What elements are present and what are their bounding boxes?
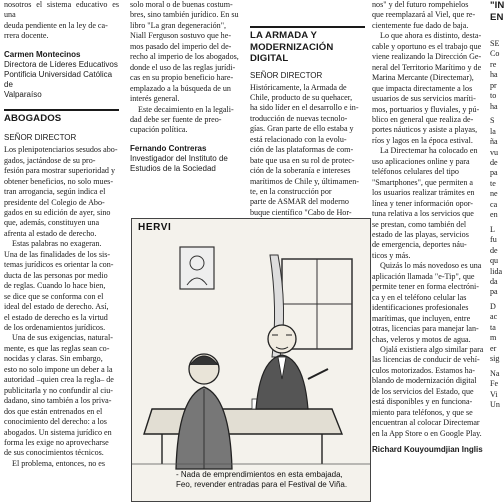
text-line: sig: [490, 354, 500, 364]
text-line: de: [490, 245, 498, 255]
cartoon-author: HERVI: [138, 222, 172, 233]
text-line: miento para teléfonos, y que se: [372, 407, 473, 417]
text-line: tran arrogancia, según indica el: [4, 187, 106, 197]
text-line: los usuarios realizar trámites en: [372, 188, 475, 198]
salutation: SEÑOR DIRECTOR: [4, 133, 77, 143]
text-line: dad debe ser fuente de preo-: [130, 114, 222, 124]
text-line: Ojalá existiera algo similar para: [380, 344, 484, 354]
column-1: [4, 0, 119, 469]
text-line: Lo que ahora es distinto, desta-: [380, 31, 482, 41]
text-line: bres, sino también jurídico. En su: [130, 10, 239, 20]
signature-block: [130, 144, 244, 174]
column-5-partial: [490, 0, 504, 410]
text-line: ticos y más.: [372, 250, 411, 260]
text-line: en: [490, 210, 498, 220]
caption-line: Feo, revender entradas para el Festival de Viña.: [176, 479, 348, 489]
intro-paragraph: [4, 0, 119, 42]
text-line: otras, licencias para manejar lan-: [372, 324, 479, 334]
text-line: nos" y del futuro rompehielos: [372, 0, 469, 9]
text-line: fesión para mostrar superioridad y: [4, 166, 116, 176]
text-line: m: [490, 333, 497, 343]
salutation: SEÑOR DIRECTOR: [250, 70, 323, 80]
text-line: de emergencia, deportes náu-: [372, 240, 467, 250]
text-line: forma les exige no aprovecharse: [4, 438, 109, 447]
signature-name: Carmen Montecinos: [4, 49, 81, 59]
text-line: está disponibles y en funciona-: [372, 397, 473, 407]
text-line: gados, jactándose de su pro-: [4, 155, 96, 165]
text-line: D: [490, 301, 496, 311]
text-line: ción de la soberanía e intereses: [250, 166, 351, 176]
text-line: viene realizando la Dirección Ge-: [372, 52, 482, 62]
caption-line: - Nada de emprendimientos en esta embajada,: [176, 470, 343, 479]
text-line: identificaciones profesionales: [372, 303, 469, 313]
text-line: La Directemar ha colocado en: [380, 146, 478, 156]
text-line: ca: [490, 199, 498, 209]
text-line: mente, es que las reglas sean co-: [4, 343, 110, 353]
text-line: Estas palabras no exageran.: [12, 239, 102, 249]
letter-title: LA ARMADA Y: [250, 30, 318, 41]
text-line: qu: [490, 256, 499, 266]
letter-title: ABOGADOS: [4, 112, 62, 124]
text-line: recho al imperio de los abogados,: [130, 52, 239, 62]
text-line: estado de las playas, servicios: [372, 229, 469, 239]
text-line: en la App Store o en Google Play.: [372, 428, 482, 438]
text-line: nosotros el sistema educativo es una: [4, 0, 119, 20]
text-line: ca y en el teléfono celular las: [372, 292, 467, 302]
text-line: las licencias de conducir de vehí-: [372, 355, 480, 365]
text-line: L: [490, 224, 495, 234]
paragraph: [4, 239, 119, 333]
text-line: culos motorizados. Estamos ha-: [372, 365, 475, 375]
text-line: neral del Territorio Marítimo y de: [372, 62, 482, 72]
text-line: da: [490, 276, 498, 286]
text-line: Un: [490, 399, 500, 409]
text-line: temas jurídicos es orientar la con-: [4, 260, 114, 270]
text-line: "Smartphones", que permiten a: [372, 177, 474, 187]
text-line: te, en la construcción por: [250, 187, 332, 197]
text-line: ideal del estado de derecho. Así,: [4, 302, 109, 312]
letter-title: "IN: [490, 0, 504, 11]
text-line: está relacionado con la evolu-: [250, 134, 347, 144]
text-line: mos pasado del imperio del de-: [130, 41, 232, 51]
section-rule: [250, 26, 365, 28]
paragraph: [4, 459, 119, 469]
text-line: emplazado a la búsqueda de un: [130, 83, 231, 93]
signature-role: Estudios de la Sociedad: [130, 163, 216, 173]
text-line: ríos y lagos en la época estival.: [372, 135, 473, 145]
text-line: dos que están entrenados en el: [4, 406, 103, 416]
text-line: de los servicios del Estado, que: [372, 386, 474, 396]
text-line: SE: [490, 39, 500, 48]
text-line: solo moral o de buenas costum-: [130, 0, 233, 9]
text-line: interés general.: [130, 94, 180, 104]
text-line: to: [490, 91, 497, 101]
text-line: ha: [490, 70, 498, 80]
text-line: re: [490, 59, 497, 69]
letter-title: EN: [490, 11, 504, 23]
text-line: ha: [490, 101, 498, 111]
text-line: que reemplazará al Viel, que re-: [372, 10, 476, 20]
signature-name: Richard Kouyoumdjian Inglis: [372, 445, 483, 455]
text-line: presidente del Colegio de Abo-: [4, 197, 105, 207]
text-line: Chile, producto de su quehacer,: [250, 92, 353, 102]
text-line: de sus conocimientos técnicos.: [4, 448, 104, 458]
signature-name: Fernando Contreras: [130, 143, 207, 153]
text-line: afrenta al estado de derecho.: [4, 228, 97, 238]
paragraph: [372, 261, 487, 345]
paragraph: [4, 333, 119, 458]
text-line: Los plenipotenciarios sesudos abo-: [4, 145, 118, 155]
text-line: troducción de nuevas tecnolo-: [250, 113, 348, 123]
text-line: cable y oportuno es el trabajo que: [372, 41, 482, 51]
text-line: Fe: [490, 379, 499, 389]
text-line: tuna relativa a los servicios que: [372, 209, 474, 219]
text-line: el estado de derecho es la virtud: [4, 312, 108, 322]
text-line: ne: [490, 189, 498, 199]
text-line: marítimos de Chile y, últimamen-: [250, 176, 359, 186]
text-line: pr: [490, 80, 497, 90]
text-line: marítimas, que incluyen, entre: [372, 313, 471, 323]
text-line: de reglas. Cuando lo hace bien,: [4, 281, 106, 291]
text-line: te: [490, 178, 496, 188]
signature-role: Investigador del Instituto de: [130, 153, 228, 163]
text-line: publicitarla y no confundir al ciu-: [4, 385, 114, 395]
text-line: ducta de las personas por medio: [4, 270, 108, 280]
signature-block: [4, 50, 119, 100]
letter-abogados: [4, 109, 119, 470]
paragraph: [372, 146, 487, 261]
text-line: esto no solo impone un deber a la: [4, 364, 113, 374]
text-line: mos, portuarios y fluviales, y pú-: [372, 104, 480, 114]
text-line: Históricamente, la Armada de: [250, 82, 347, 92]
text-line: nocidas y claras. Sin embargo,: [4, 354, 103, 364]
text-line: autoridad –quien crea la regla– de: [4, 375, 114, 385]
text-line: de los ordenamientos jurídicos.: [4, 323, 106, 333]
paragraph: [4, 145, 119, 239]
text-line: conocimiento del derecho: a los: [4, 417, 107, 427]
cartoon-panel: [131, 218, 371, 502]
cartoon-caption: [176, 470, 366, 489]
text-line: cupación política.: [130, 125, 188, 135]
text-line: Quizás lo más novedoso es una: [380, 261, 482, 271]
signature-role: Directora de Líderes Educativos: [4, 59, 118, 69]
text-line: blando de modernización digital: [372, 376, 477, 386]
text-line: ta: [490, 322, 496, 332]
paragraph: [372, 31, 487, 146]
text-line: donde el uso de las reglas jurídi-: [130, 62, 236, 72]
text-line: deuda pendiente en la ley de ca-: [4, 20, 108, 30]
signature-role: Valparaíso: [4, 89, 42, 99]
text-line: parte de ASMAR del moderno: [250, 197, 349, 207]
paragraph: [372, 345, 487, 439]
text-line: usuarios de sus servicios maríti-: [372, 94, 476, 104]
text-line: pa: [490, 287, 498, 297]
text-line: libro "La gran degeneración",: [130, 20, 227, 30]
text-line: Una de sus exigencias, natural-: [12, 333, 113, 343]
text-line: Co: [490, 49, 500, 59]
text-line: la: [490, 126, 496, 136]
text-line: pa: [490, 168, 498, 178]
text-line: ña: [490, 137, 498, 147]
text-line: buque científico "Cabo de Hor-: [250, 207, 352, 217]
text-line: encuentran al colocar Directemar: [372, 418, 480, 428]
text-line: dadano, sino también a los priva-: [4, 396, 112, 406]
text-line: se prestan, como también del: [372, 219, 467, 229]
text-line: que, además, constituyen una: [4, 218, 100, 228]
paragraph: [130, 0, 244, 105]
text-line: Na: [490, 368, 500, 378]
letter-title: MODERNIZACIÓN DIGITAL: [250, 41, 334, 64]
text-line: obtener beneficios, no solo mues-: [4, 176, 114, 186]
signature-role: Pontificia Universidad Católica de: [4, 69, 113, 89]
text-line: gados en su edición de ayer, sino: [4, 208, 111, 218]
text-line: rrera docente.: [4, 31, 49, 41]
text-line: cas en su propio beneficio hare-: [130, 73, 234, 83]
text-line: permite tener en forma electróni-: [372, 282, 479, 292]
text-line: fu: [490, 235, 497, 245]
text-line: Marina Mercante (Directemar),: [372, 73, 474, 83]
column-2: [130, 0, 244, 174]
text-line: chas, veleros y motos de agua.: [372, 334, 471, 344]
text-line: cientemente fue dado de baja.: [372, 20, 469, 30]
text-line: ac: [490, 312, 498, 322]
text-line: Este decaimiento en la legali-: [138, 104, 234, 114]
text-line: Una de las finalidades de los sis-: [4, 249, 111, 259]
text-line: ha sido líder en el desarrollo e in-: [250, 103, 359, 113]
text-line: portes náuticos y asiste a playas,: [372, 125, 478, 135]
text-line: teléfonos celulares del tipo: [372, 167, 459, 177]
text-line: bate que usa en su rol de protec-: [250, 155, 355, 165]
text-line: abogados. Un sistema jurídico en: [4, 427, 112, 437]
text-line: ción de las plataformas de com-: [250, 145, 354, 155]
text-line: que impacta directamente a los: [372, 83, 473, 93]
text-line: lida: [490, 266, 503, 276]
paragraph: [250, 83, 365, 219]
text-line: línea y tener información opor-: [372, 198, 473, 208]
text-line: er: [490, 343, 497, 353]
column-3: [250, 0, 365, 218]
text-line: El problema, entonces, no es: [12, 458, 106, 468]
column-4: [372, 0, 487, 455]
text-line: aplicación llamada "e-Tip", que: [372, 271, 475, 281]
cartoon-illustration: [132, 219, 370, 501]
paragraph: [130, 105, 244, 136]
text-line: vu: [490, 147, 499, 157]
text-line: Vi: [490, 389, 498, 399]
text-line: S: [490, 116, 495, 126]
text-line: blico en general que realiza de-: [372, 114, 474, 124]
text-line: de: [490, 157, 498, 167]
section-rule: [4, 109, 119, 111]
text-line: uso aplicaciones online y para: [372, 156, 470, 166]
paragraph: [372, 0, 487, 31]
partial-text: [490, 39, 503, 410]
text-line: Niall Ferguson sostuvo que he-: [130, 31, 232, 41]
text-line: gías. Gran parte de ello estaba y: [250, 124, 354, 134]
text-line: se dice que se conforma con el: [4, 291, 104, 301]
